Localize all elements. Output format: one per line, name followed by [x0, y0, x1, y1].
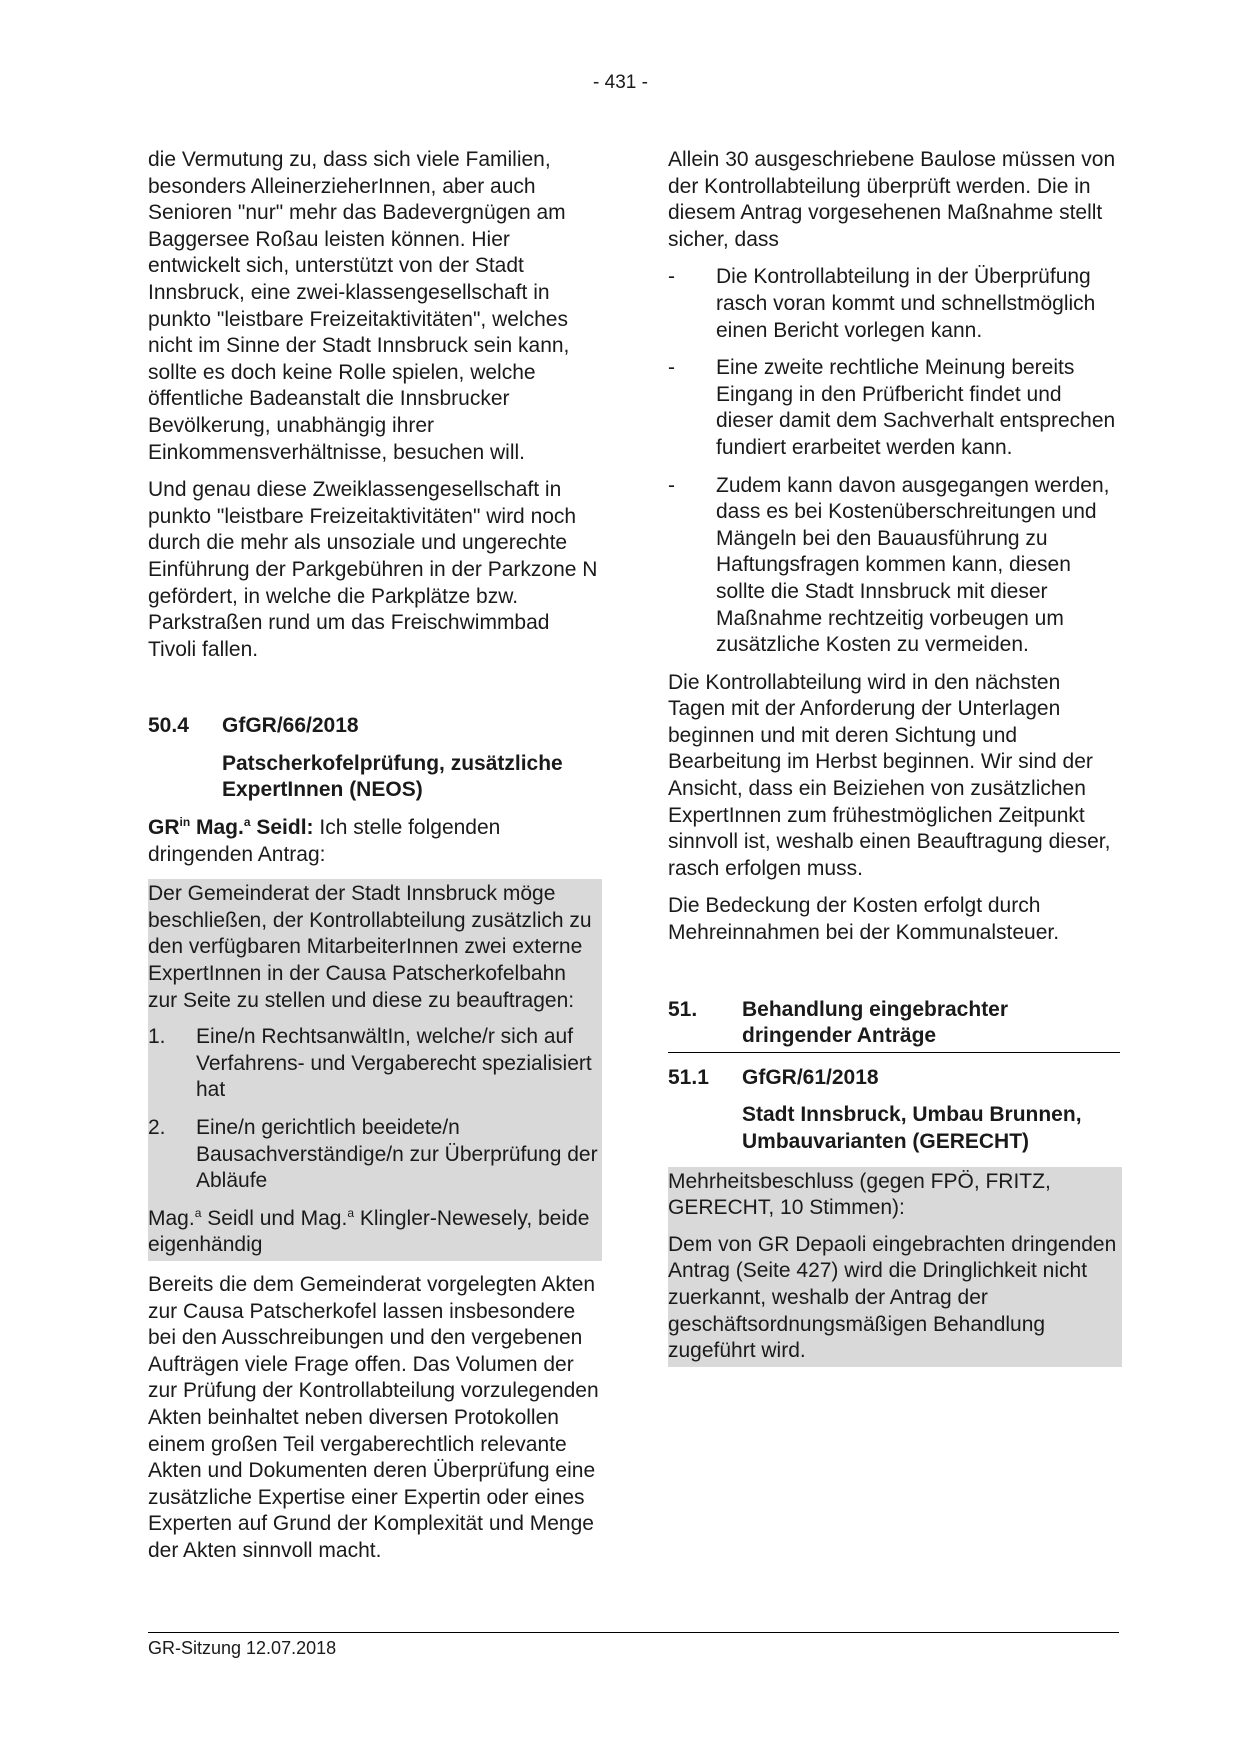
list-marker: 1.: [148, 1025, 166, 1049]
paragraph: Bereits die dem Gemeinderat vorgelegten Akten zur Causa Patscherkofel lassen insbesondere bei den Ausschreibungen und den vergebenen Aufträgen viele Frage offen. Das Volumen der zur Prüfung der Kontrollabteilung vorzulegenden Akten beinhaltet neben diversen Protokollen einem großen Teil vergaberechtlich relevante Akten und Dokumenten deren Überprüfung eine zusätzliche Expertise einer Expertin oder eines Experten auf Grund der Komplexität und Menge der Akten sinnvoll macht.: [148, 1272, 599, 1562]
list-marker: -: [668, 356, 675, 380]
resolution-vote: Mehrheitsbeschluss (gegen FPÖ, FRITZ, GERECHT, 10 Stimmen):: [668, 1169, 1051, 1220]
speaker-mag-sup: a: [243, 815, 251, 830]
list-text: Die Kontrollabteilung in der Überprüfung rasch voran kommt und schnellstmöglich einen Bericht vorlegen kann.: [716, 265, 1096, 342]
page-number: - 431 -: [593, 72, 648, 93]
sign-sup: a: [194, 1205, 202, 1220]
paragraph: die Vermutung zu, dass sich viele Familien, besonders AlleinerzieherInnen, aber auch Senioren "nur" mehr das Badevergnügen am Baggersee Roßau leisten können. Hier entwickelt sich, unterstützt von der Stadt Innsbruck, eine zwei-klassengesellschaft in punkto "leistbare Freizeitaktivitäten", welches nicht im Sinne der Stadt Innsbruck sein kann, sollte es doch keine Rolle spielen, welche öffentliche Badeanstalt die Innsbrucker Bevölkerung, unabhängig ihrer Einkommensverhältnisse, besuchen will.: [148, 148, 570, 464]
section-heading-50-4: [148, 713, 600, 740]
list-text: Eine zweite rechtliche Meinung bereits Eingang in den Prüfbericht findet und dieser damit dem Sachverhalt entsprechen fundiert erarbeitet werden kann.: [716, 356, 1116, 459]
dash-item: [668, 473, 1120, 659]
speaker-text: Ich stelle folgenden dringenden Antrag:: [148, 816, 501, 866]
sign-sup: a: [347, 1205, 354, 1220]
section-number: 50.4: [148, 714, 189, 738]
section-number: 51.1: [668, 1065, 709, 1089]
right-column: [668, 147, 1120, 1378]
list-text: Zudem kann davon ausgegangen werden, dass es bei Kostenüberschreitungen und Mängeln bei den Bauausführung zu Haftungsfragen kommen kann, diesen sollte die Stadt Innsbruck mit dieser Maßnahme rechtzeitig vorbeugen um zusätzliche Kosten zu vermeiden.: [716, 473, 1110, 657]
list-marker: -: [668, 473, 675, 497]
dash-item: [668, 355, 1120, 461]
sign-mid: Seidl und Mag.: [201, 1206, 348, 1230]
section-heading-51-1: [668, 1065, 1120, 1092]
section-title: Patscherkofelprüfung, zusätzliche ExpertInnen (NEOS): [222, 751, 563, 802]
resolution-text: Dem von GR Depaoli eingebrachten dringenden Antrag (Seite 427) wird die Dringlichkeit nicht zuerkannt, weshalb der Antrag der geschäftsordnungsmäßigen Behandlung zugeführt wird.: [668, 1232, 1117, 1363]
section-code: GfGR/61/2018: [742, 1065, 879, 1089]
speaker-title: GR: [148, 816, 180, 840]
resolution-box: [668, 1167, 1122, 1367]
paragraph: Und genau diese Zweiklassengesellschaft in punkto "leistbare Freizeitaktivitäten" wird noch durch die mehr als unsoziale und ungerechte Einführung der Parkgebühren in der Parkzone N gefördert, in welche die Parkplätze bzw. Parkstraßen rund um das Freischwimmbad Tivoli fallen.: [148, 478, 598, 661]
speaker-name: Seidl:: [250, 816, 314, 840]
list-marker: 2.: [148, 1116, 166, 1139]
section-title: Stadt Innsbruck, Umbau Brunnen, Umbauvarianten (GERECHT): [742, 1103, 1082, 1153]
list-marker: -: [668, 265, 675, 289]
section-heading-51: [668, 997, 1120, 1053]
section-code: GfGR/66/2018: [222, 714, 359, 738]
list-text: Eine/n RechtsanwältIn, welche/r sich auf Verfahrens- und Vergaberecht spezialisiert hat: [196, 1025, 592, 1102]
motion-signature: [148, 1206, 600, 1259]
list-text: Eine/n gerichtlich beeidete/n Bausachverständige/n zur Überprüfung der Abläufe: [196, 1116, 598, 1193]
sign-end: Klingler-Newesely, beide eigenhändig: [148, 1206, 590, 1257]
section-title: Behandlung eingebrachter dringender Anträge: [742, 997, 1009, 1048]
motion-box: [148, 879, 602, 1261]
speaker-title-sup: in: [179, 815, 191, 830]
motion-item: [148, 1115, 600, 1195]
motion-item: [148, 1024, 600, 1104]
motion-text: Der Gemeinderat der Stadt Innsbruck möge beschließen, der Kontrollabteilung zusätzlich zu den verfügbaren MitarbeiterInnen zwei externe ExpertInnen in der Causa Patscherkofelbahn zur Seite zu stellen und diese zu beauftragen:: [148, 882, 592, 1012]
footer-text: GR-Sitzung 12.07.2018: [148, 1638, 337, 1658]
section-number: 51.: [668, 997, 698, 1021]
speaker-mag: Mag.: [190, 816, 244, 840]
footer-divider: [148, 1632, 1119, 1633]
paragraph: Die Kontrollabteilung wird in den nächsten Tagen mit der Anforderung der Unterlagen beginnen und mit deren Sichtung und Bearbeitung im Herbst beginnen. Wir sind der Ansicht, dass ein Beiziehen von zusätzlichen ExpertInnen zum frühestmöglichen Zeitpunkt sinnvoll ist, weshalb einen Beauftragung dieser, rasch erfolgen muss.: [668, 670, 1111, 880]
speaker-paragraph: [148, 815, 600, 868]
paragraph: Die Bedeckung der Kosten erfolgt durch Mehreinnahmen bei der Kommunalsteuer.: [668, 894, 1060, 945]
left-column: [148, 147, 600, 1576]
paragraph: Allein 30 ausgeschriebene Baulose müssen von der Kontrollabteilung überprüft werden. Die in diesem Antrag vorgesehenen Maßnahme stellt sicher, dass: [668, 148, 1116, 251]
dash-item: [668, 264, 1120, 344]
sign-mag: Mag.: [148, 1206, 195, 1230]
